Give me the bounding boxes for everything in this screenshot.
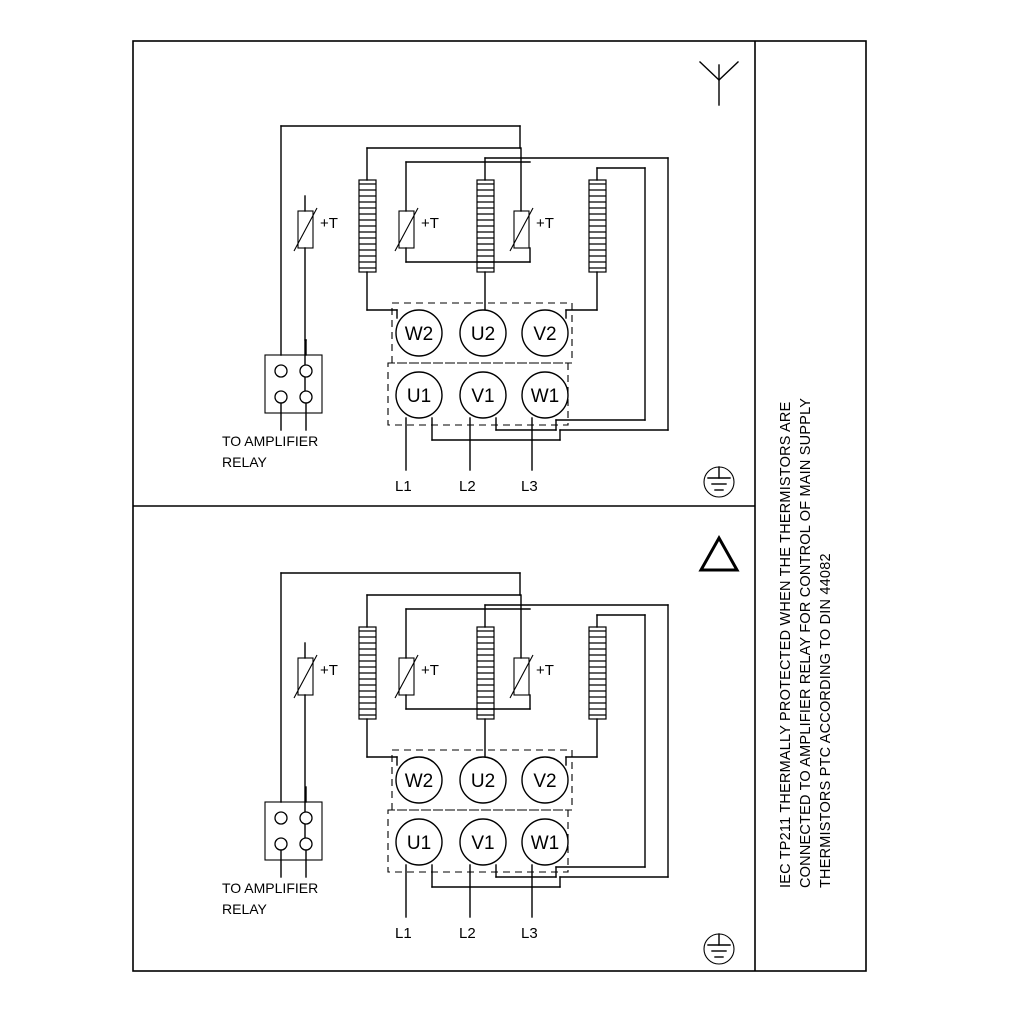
thermistor-3 [510,595,554,698]
terminal-label-w2: W2 [404,324,434,345]
winding-coil-2 [477,627,494,719]
terminal-w1 [522,819,568,865]
winding-coil-3 [589,627,606,719]
winding-coil-1 [359,180,376,272]
terminal-v1 [460,819,506,865]
earth-ground-icon [704,467,734,497]
supply-label-l2: L2 [459,925,476,942]
terminal-v1 [460,372,506,418]
thermistor-label-1: +T [320,662,338,679]
winding-coil-3 [589,180,606,272]
terminal-label-u1: U1 [406,833,432,854]
amplifier-terminal-block [265,340,322,430]
terminal-u2 [460,757,506,803]
terminal-label-w1: W1 [530,386,560,407]
terminal-u1 [396,819,442,865]
terminal-label-v1: V1 [471,833,495,854]
terminal-label-u2: U2 [470,324,496,345]
thermistor-label-3: +T [536,662,554,679]
side-note-line2: CONNECTED TO AMPLIFIER RELAY FOR CONTROL OF MAIN SUPPLY [798,397,814,888]
supply-lines [406,865,560,917]
delta-triangle-icon [701,538,737,570]
earth-ground-icon [704,934,734,964]
terminal-label-w2: W2 [404,771,434,792]
amplifier-label-line2: RELAY [222,901,267,917]
winding-coil-2 [477,180,494,272]
thermistor-label-1: +T [320,215,338,232]
supply-lines [406,418,560,470]
thermistor-label-2: +T [421,662,439,679]
thermistor-label-2: +T [421,215,439,232]
side-note-line3: THERMISTORS PTC ACCORDING TO DIN 44082 [818,553,834,888]
side-note-line1: IEC TP211 THERMALLY PROTECTED WHEN THE THERMISTORS ARE [778,401,794,888]
thermistor-2 [395,162,530,262]
supply-label-l1: L1 [395,925,412,942]
terminal-label-u1: U1 [406,386,432,407]
terminal-label-u2: U2 [470,771,496,792]
amplifier-label-line1: TO AMPLIFIER [222,433,319,449]
supply-label-l3: L3 [521,925,538,942]
star-wye-icon [700,62,738,105]
thermistor-2 [395,609,530,709]
amplifier-label-line1: TO AMPLIFIER [222,880,319,896]
supply-label-l2: L2 [459,478,476,495]
terminal-w1 [522,372,568,418]
terminal-u2 [460,310,506,356]
amplifier-label-line2: RELAY [222,454,267,470]
thermistor-label-3: +T [536,215,554,232]
supply-label-l1: L1 [395,478,412,495]
terminal-label-v2: V2 [533,771,557,792]
terminal-label-w1: W1 [530,833,560,854]
terminal-u1 [396,372,442,418]
terminal-label-v2: V2 [533,324,557,345]
panel-delta [222,538,737,964]
terminal-w2 [396,757,442,803]
panel-star [222,62,738,497]
winding-coil-1 [359,627,376,719]
terminal-v2 [522,757,568,803]
thermistor-3 [510,148,554,251]
terminal-w2 [396,310,442,356]
side-note [778,398,834,888]
amplifier-terminal-block [265,787,322,877]
supply-label-l3: L3 [521,478,538,495]
terminal-v2 [522,310,568,356]
terminal-label-v1: V1 [471,386,495,407]
